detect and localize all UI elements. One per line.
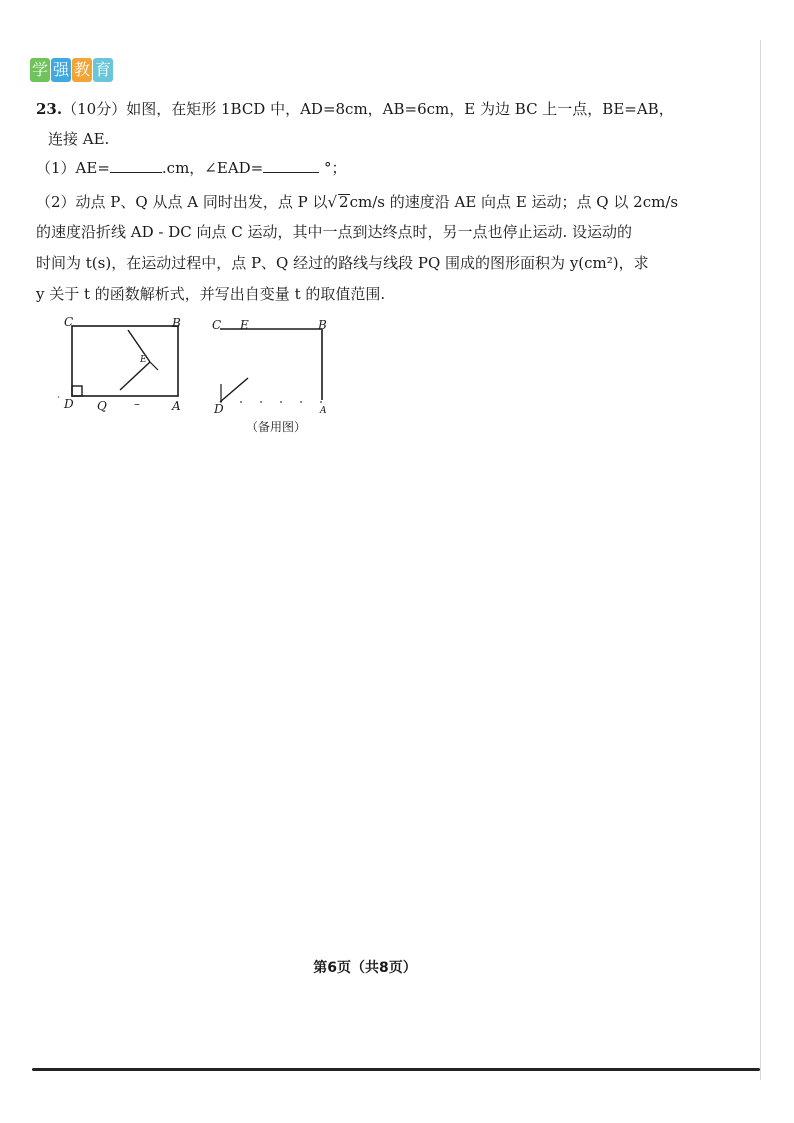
part-1 (36, 157, 347, 179)
part-2-line-2: 的速度沿折线 AD - DC 向点 C 运动，其中一点到达终点时，另一点也停止运动. 设运动的 (36, 223, 633, 241)
segment-lower (120, 362, 150, 390)
label-e: E (240, 318, 249, 332)
right-angle-mark (72, 386, 82, 396)
sqrt-value: 2 (339, 193, 349, 211)
logo-char-3: 教 (72, 58, 92, 82)
label-c: C (212, 318, 222, 332)
question-stem-line-1 (36, 98, 674, 120)
answer-blank-angle[interactable] (263, 158, 319, 173)
label-d: D (64, 397, 74, 411)
figure-2 (212, 318, 327, 416)
part1-mid: .cm，∠EAD= (161, 159, 264, 177)
segment-diagonal (220, 378, 248, 402)
logo-char-2: 强 (51, 58, 71, 82)
answer-blank-ae[interactable] (110, 158, 162, 173)
sqrt-symbol: √ (327, 193, 338, 211)
question-points: （10分） (62, 100, 127, 118)
figure-1 (56, 315, 181, 413)
part-2-line-4: y 关于 t 的函数解析式，并写出自变量 t 的取值范围. (36, 285, 386, 303)
label-d: D (214, 402, 224, 416)
question-stem-text: 如图，在矩形 1BCD 中，AD=8cm，AB=6cm，E 为边 BC 上一点，BE=AB， (126, 100, 674, 118)
paper-edge (760, 40, 761, 1080)
label-q: Q (97, 399, 107, 413)
part-2-line-3: 时间为 t(s)，在运动过程中，点 P、Q 经过的路线与线段 PQ 围成的图形面积为 y(cm²)，求 (36, 254, 649, 272)
svg-text:`: ` (56, 397, 61, 407)
label-a: A (172, 399, 181, 413)
bottom-rule (32, 1068, 760, 1071)
label-c: C (64, 315, 74, 329)
label-a: A (320, 406, 327, 416)
logo-char-1: 学 (30, 58, 50, 82)
part1-suffix: °； (324, 159, 347, 177)
label-dash: – (134, 397, 140, 411)
label-e: E (140, 355, 147, 365)
part-2-line-1 (36, 191, 678, 213)
logo-char-4: 育 (93, 58, 113, 82)
label-b: B (172, 316, 181, 330)
segment-upper (128, 330, 150, 362)
question-stem-line-2: 连接 AE. (48, 130, 110, 148)
page-number: 第6页（共8页） (313, 960, 417, 976)
part1-prefix: （1）AE= (36, 159, 110, 177)
question-number: 23. (36, 100, 63, 118)
part2-text-a: （2）动点 P、Q 从点 A 同时出发，点 P 以 (36, 193, 328, 211)
part2-text-b: cm/s 的速度沿 AE 向点 E 运动；点 Q 以 2cm/s (349, 193, 679, 211)
figure-caption: （备用图） (246, 420, 307, 434)
label-b: B (318, 318, 327, 332)
figures (50, 310, 350, 420)
segment-tail (150, 362, 158, 370)
publisher-logo (30, 58, 114, 84)
